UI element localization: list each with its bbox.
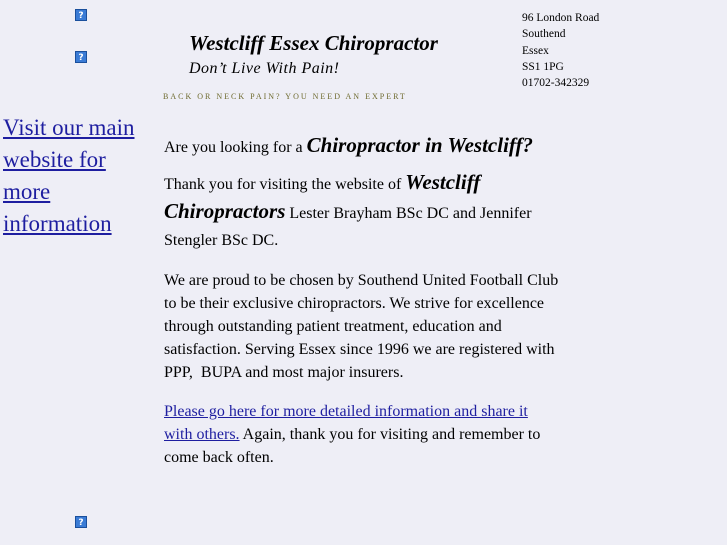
broken-image-icon: ?	[75, 9, 87, 21]
address-postcode: SS1 1PG	[522, 60, 564, 73]
broken-image-icon: ?	[75, 516, 87, 528]
about-paragraph: We are proud to be chosen by Southend United Football Club to be their exclusive chiropractors. We strive for excellence through outstanding patient treatment, education and satisfaction. Serving Essex since 1996 we are registered with PPP, BUPA and most major insurers.	[164, 272, 559, 381]
site-tagline: Don’t Live With Pain!	[189, 60, 340, 77]
intro-text: Are you looking for a	[164, 139, 307, 156]
thanks-paragraph	[164, 169, 559, 254]
thanks-text: Thank you for visiting the website of	[164, 176, 406, 193]
address-line: Southend	[522, 28, 566, 41]
closing-text: Again, thank you for visiting and remember to come back often.	[164, 426, 541, 466]
contact-address	[522, 10, 599, 91]
intro-paragraph	[164, 131, 559, 162]
more-info-link[interactable]: Please go here for more detailed information and share it with others.	[164, 403, 528, 443]
address-line: Essex	[522, 44, 549, 57]
address-line: 96 London Road	[522, 12, 600, 24]
main-content	[164, 131, 559, 485]
intro-emphasis: Chiropractor in Westcliff?	[306, 133, 534, 157]
practice-name: Westcliff Chiropractors	[164, 170, 481, 223]
site-subheading: BACK OR NECK PAIN? YOU NEED AN EXPERT	[163, 92, 407, 101]
main-website-link[interactable]: Visit our main website for more information	[3, 115, 135, 236]
site-title: Westcliff Essex Chiropractor	[189, 31, 438, 55]
phone-number: 01702-342329	[522, 77, 590, 90]
practitioners-text: Lester Brayham BSc DC and Jennifer Stengler BSc DC.	[164, 205, 532, 249]
broken-image-icon: ?	[75, 51, 87, 63]
more-info-paragraph	[164, 400, 559, 469]
